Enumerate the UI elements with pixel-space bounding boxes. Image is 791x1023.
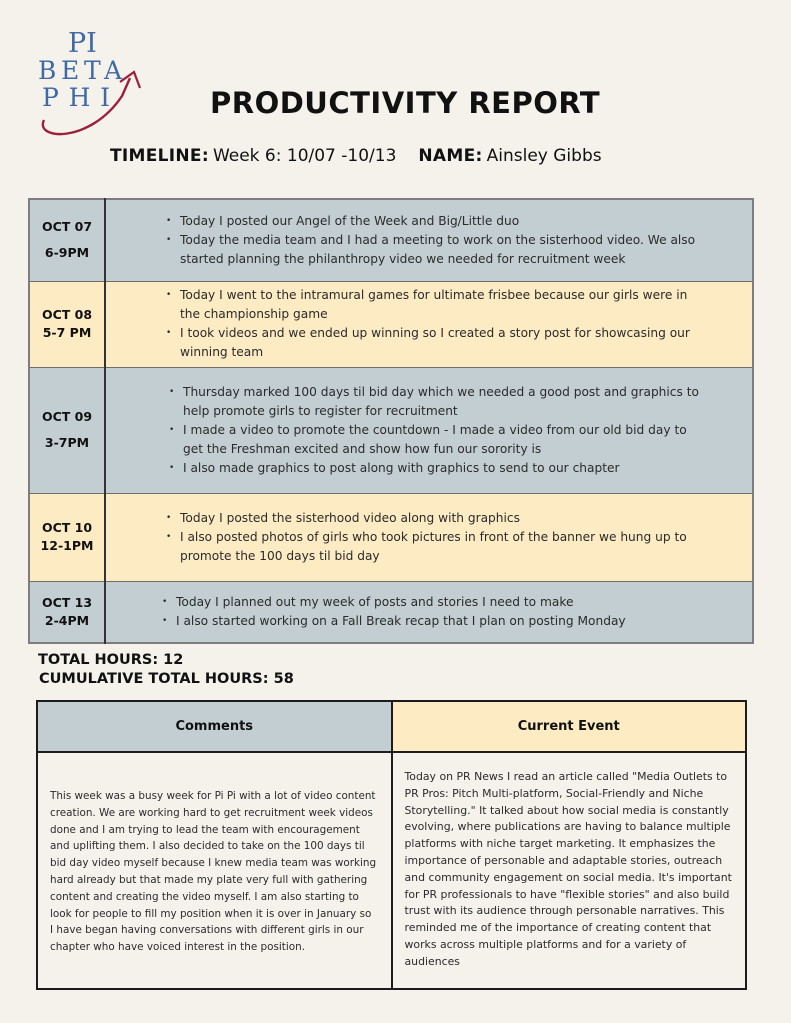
log-date: OCT 07 bbox=[41, 219, 93, 235]
log-note-item: • Today I planned out my week of posts and stories I need to make bbox=[176, 593, 696, 612]
pi-beta-phi-logo bbox=[30, 22, 150, 142]
log-notes-cell bbox=[105, 199, 753, 281]
log-date: OCT 13 bbox=[41, 594, 93, 610]
log-date-cell bbox=[29, 367, 105, 493]
log-note-item: • Today I went to the intramural games for ultimate frisbee because our girls were in the championship game bbox=[180, 286, 700, 324]
logo-line-beta: BETA bbox=[38, 56, 122, 85]
comments-column bbox=[38, 702, 391, 988]
log-note-item: • I took videos and we ended up winning so I created a story post for showcasing our winning team bbox=[180, 324, 700, 362]
page-title: PRODUCTIVITY REPORT bbox=[210, 86, 601, 120]
log-note-item: • Thursday marked 100 days til bid day which we needed a good post and graphics to help promote girls to register for recruitment bbox=[183, 383, 703, 421]
totals bbox=[38, 651, 294, 689]
log-note-item: • Today the media team and I had a meeting to work on the sisterhood video. We also started planning the philanthropy video we needed for recruitment week bbox=[180, 231, 700, 269]
timeline-label: TIMELINE: bbox=[110, 146, 209, 166]
logo-line-pi: PI bbox=[68, 28, 97, 59]
log-date-cell bbox=[29, 581, 105, 643]
logo-line-phi: PHI bbox=[42, 83, 110, 112]
name-value: Ainsley Gibbs bbox=[486, 146, 602, 166]
log-row bbox=[29, 581, 753, 643]
log-date: OCT 09 bbox=[41, 409, 93, 424]
log-note-item: • Today I posted the sisterhood video along with graphics bbox=[180, 509, 700, 528]
log-date-cell bbox=[29, 199, 105, 281]
log-note-item: • Today I posted our Angel of the Week and Big/Little duo bbox=[180, 212, 700, 231]
log-notes-cell bbox=[105, 281, 753, 367]
log-note-item: • I also posted photos of girls who took pictures in front of the banner we hung up to promote the 100 days til bid day bbox=[180, 528, 700, 566]
logo-graphic bbox=[30, 22, 150, 142]
name-label: NAME: bbox=[418, 146, 483, 166]
log-notes-list bbox=[162, 509, 700, 566]
log-notes-cell bbox=[105, 367, 753, 493]
log-row bbox=[29, 199, 753, 281]
log-notes-list bbox=[162, 212, 700, 269]
log-note-item: • I also started working on a Fall Break recap that I plan on posting Monday bbox=[176, 612, 696, 631]
current-event-body: Today on PR News I read an article called "Media Outlets to PR Pros: Pitch Multi-platform, Social-Friendly and Niche Storytelling." It talked about how social media is constantly evolving, where publications are having to balance multiple platforms with niche target marketing. It emphasizes the importance of personable and adaptable stories, outreach and community engagement on social media. It's important for PR professionals to have "flexible stories" and also build trust with its audience through personable narratives. This reminded me of the importance of creating content that works across multiple platforms and for a variety of audiences bbox=[404, 770, 732, 968]
log-notes-list bbox=[162, 593, 696, 631]
total-hours: TOTAL HOURS: 12 bbox=[38, 652, 184, 668]
current-event-heading: Current Event bbox=[393, 702, 746, 753]
report-meta bbox=[110, 146, 602, 166]
cumulative-total-hours: CUMULATIVE TOTAL HOURS: 58 bbox=[39, 671, 294, 687]
log-row bbox=[29, 281, 753, 367]
log-time: 5-7 PM bbox=[42, 325, 92, 340]
log-row bbox=[29, 367, 753, 493]
timeline-value: Week 6: 10/07 -10/13 bbox=[212, 146, 397, 166]
log-date-cell bbox=[29, 281, 105, 367]
log-date-cell bbox=[29, 493, 105, 581]
activity-log-table bbox=[28, 198, 754, 644]
log-notes-cell bbox=[105, 581, 753, 643]
log-time: 6-9PM bbox=[44, 245, 90, 261]
log-time: 12-1PM bbox=[40, 538, 94, 553]
log-row bbox=[29, 493, 753, 581]
log-notes-list bbox=[162, 286, 700, 362]
current-event-column bbox=[391, 702, 746, 988]
comments-heading: Comments bbox=[38, 702, 391, 753]
comments-body: This week was a busy week for Pi Pi with a lot of video content creation. We are working hard to get recruitment week videos done and I am trying to lead the team with encouragement and uplifting them. I also decided to take on the 100 days til bid day video myself because I knew media team was working hard already but that made my plate very full with gathering content and creating the video myself. I am also starting to look for people to fill my position when it is over in January so I have began having conversations with different girls in our chapter who have voiced interest in the position. bbox=[50, 790, 377, 954]
log-note-item: • I made a video to promote the countdown - I made a video from our old bid day to get the Freshman excited and show how fun our sorority is bbox=[183, 421, 703, 459]
log-notes-list bbox=[162, 383, 703, 478]
log-date: OCT 08 bbox=[41, 307, 93, 322]
log-date: OCT 10 bbox=[41, 520, 93, 535]
reflection-table bbox=[36, 700, 747, 990]
log-time: 3-7PM bbox=[44, 435, 90, 450]
log-time: 2-4PM bbox=[44, 612, 90, 628]
log-notes-cell bbox=[105, 493, 753, 581]
log-note-item: • I also made graphics to post along with graphics to send to our chapter bbox=[183, 459, 703, 478]
